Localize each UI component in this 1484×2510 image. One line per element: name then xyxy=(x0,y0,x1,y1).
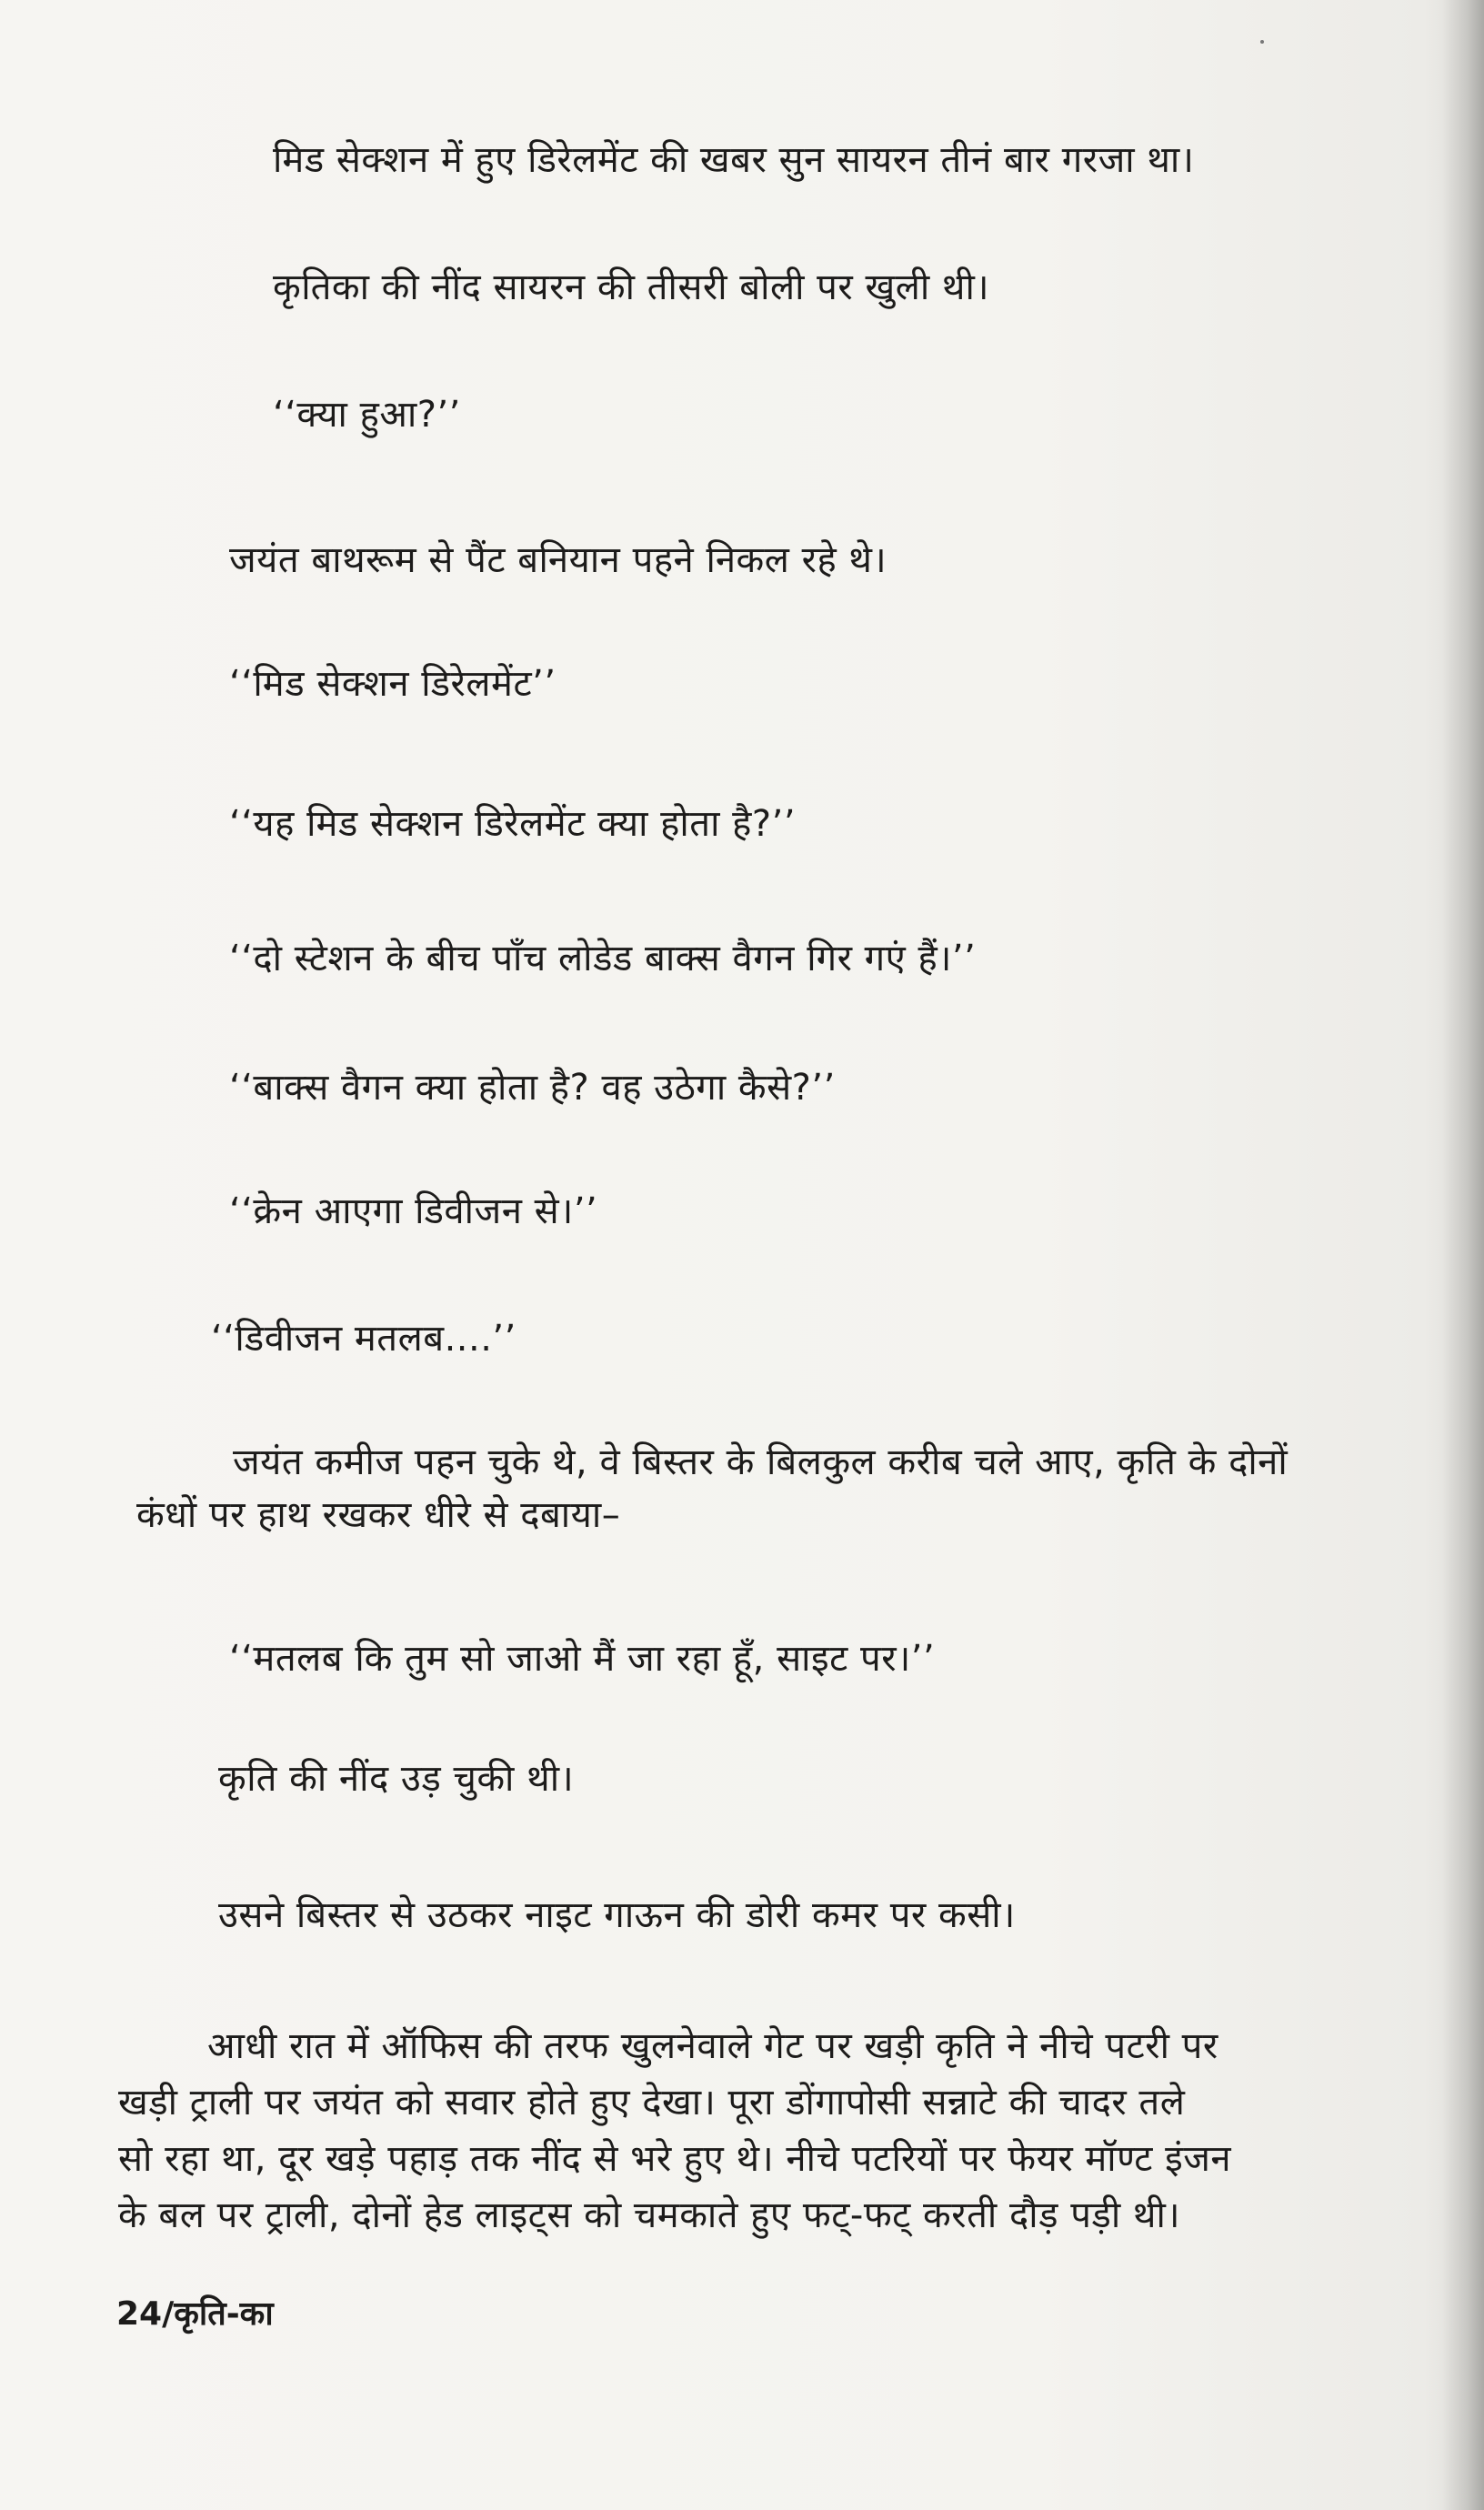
line-3: ‘‘क्या हुआ?’’ xyxy=(273,394,461,436)
paragraph-line-12: कंधों पर हाथ रखकर धीरे से दबाया– xyxy=(136,1494,621,1536)
speck xyxy=(1260,40,1264,44)
line-5: ‘‘मिड सेक्शन डिरेलमेंट’’ xyxy=(229,663,556,705)
line-8: ‘‘बाक्स वैगन क्या होता है? वह उठेगा कैसे?’’ xyxy=(229,1067,836,1109)
paragraph-line-19: के बल पर ट्राली, दोनों हेड लाइट्स को चमकाते हुए फट्-फट् करती दौड़ पड़ी थी। xyxy=(118,2194,1180,2236)
paragraph-line-16: आधी रात में ऑफिस की तरफ खुलनेवाले गेट पर खड़ी कृति ने नीचे पटरी पर xyxy=(207,2025,1218,2067)
line-4: जयंत बाथरूम से पैंट बनियान पहने निकल रहे थे। xyxy=(229,539,887,581)
paragraph-line-17: खड़ी ट्राली पर जयंत को सवार होते हुए देखा। पूरा डोंगापोसी सन्नाटे की चादर तले xyxy=(118,2082,1186,2123)
line-1: मिड सेक्शन में हुए डिरेलमेंट की खबर सुन सायरन तीनं बार गरजा था। xyxy=(273,139,1195,181)
line-9: ‘‘क्रेन आएगा डिवीजन से।’’ xyxy=(229,1190,598,1232)
paragraph-line-18: सो रहा था, दूर खड़े पहाड़ तक नींद से भरे हुए थे। नीचे पटरियों पर फेयर मॉण्ट इंजन xyxy=(118,2138,1232,2180)
page-spine-shadow xyxy=(1442,0,1484,2510)
line-2: कृतिका की नींद सायरन की तीसरी बोली पर खुली थी। xyxy=(273,266,989,308)
line-10: ‘‘डिवीजन मतलब....’’ xyxy=(211,1318,516,1360)
page-footer-folio: 24/कृति-का xyxy=(116,2295,274,2333)
paragraph-line-11: जयंत कमीज पहन चुके थे, वे बिस्तर के बिलकुल करीब चले आए, कृति के दोनों xyxy=(233,1441,1288,1483)
line-14: कृति की नींद उड़ चुकी थी। xyxy=(218,1758,575,1800)
line-6: ‘‘यह मिड सेक्शन डिरेलमेंट क्या होता है?’’ xyxy=(229,803,797,845)
line-13: ‘‘मतलब कि तुम सो जाओ मैं जा रहा हूँ, साइट पर।’’ xyxy=(229,1638,936,1680)
line-15: उसने बिस्तर से उठकर नाइट गाऊन की डोरी कमर पर कसी। xyxy=(218,1894,1016,1936)
line-7: ‘‘दो स्टेशन के बीच पाँच लोडेड बाक्स वैगन गिर गएं हैं।’’ xyxy=(229,938,977,979)
